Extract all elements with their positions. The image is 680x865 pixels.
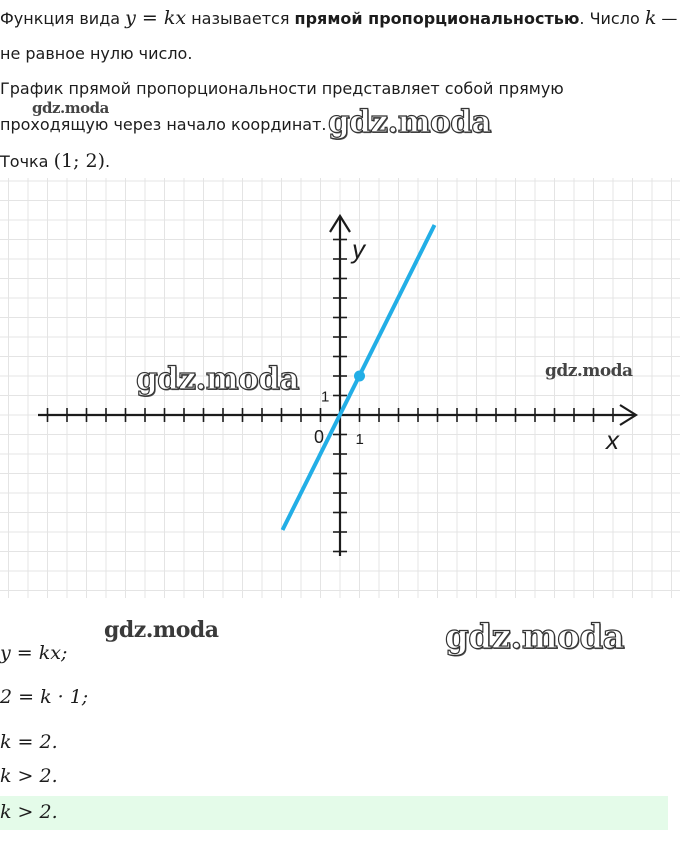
x-axis-label: x [606,425,619,455]
watermark-logo: gdz.moda [445,617,625,657]
equation-2: 2 = k · 1; [0,686,89,708]
axes [38,216,636,556]
equation-3: k = 2. [0,731,58,753]
answer-highlight [0,796,668,830]
definition-line-2: не равное нулю число. [0,44,193,63]
watermark-logo: gdz.moda [136,361,299,397]
equation-4: k > 2. [0,765,58,787]
x-tick-label: 1 [355,431,364,448]
equation-1: y = kx; [0,642,68,664]
graph-panel [0,178,680,598]
definition-line-4: проходящую через начало координат. [0,115,327,134]
answer-equation: k > 2. [0,801,58,823]
watermark-logo: gdz.moda [104,617,219,643]
y-tick-label: 1 [321,388,330,406]
y-axis-label: y [352,234,365,264]
watermark-logo: gdz.moda [32,99,109,117]
term-bold: прямой пропорциональностью [294,9,580,28]
definition-line-3: График прямой пропорциональности представляет собой прямую [0,79,564,98]
watermark-logo: gdz.moda [328,104,491,140]
definition-line-1: Функция вида y = kx называется прямой пропорциональностью. Число k — [0,7,678,29]
point-line: Точка (1; 2). [0,150,111,172]
origin-label: 0 [314,427,325,447]
watermark-logo: gdz.moda [545,361,633,381]
data-point [354,371,365,382]
